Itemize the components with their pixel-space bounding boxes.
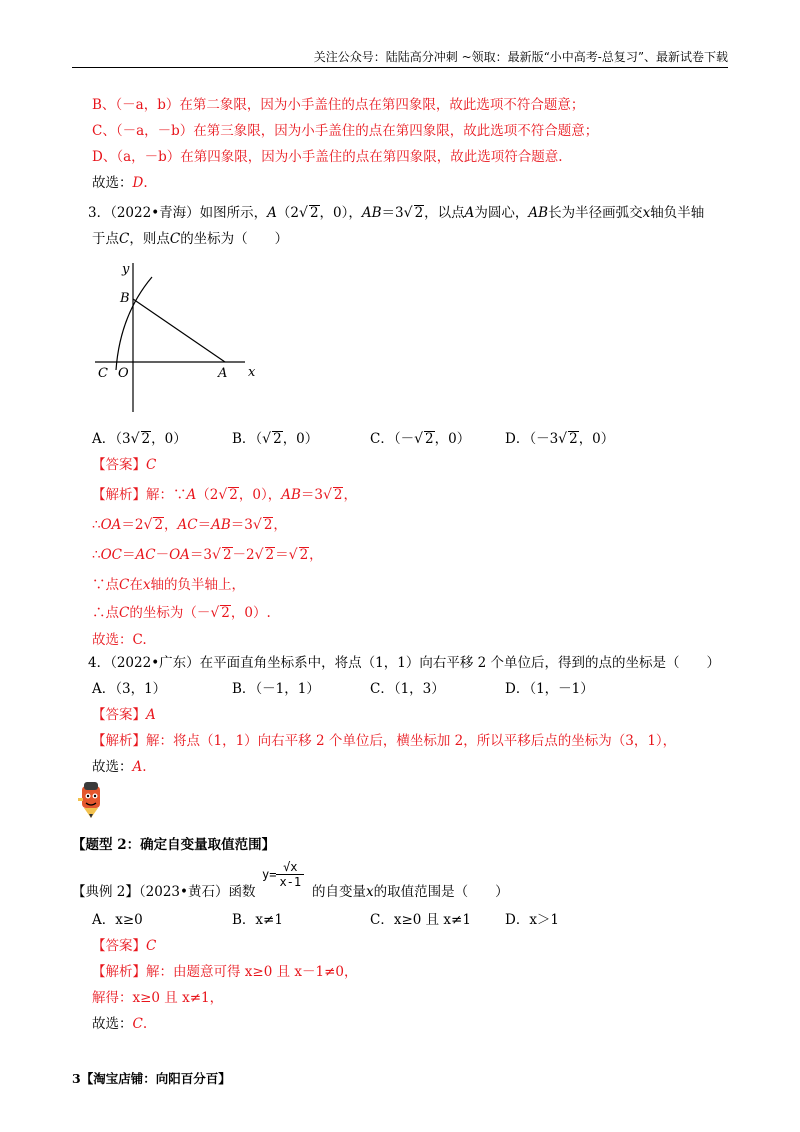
q3-option-b: B．（√ 2，0） (232, 431, 319, 447)
q4-stem: 4．（2022•广东）在平面直角坐标系中，将点（1，1）向右平移 2 个单位后，得到的点的坐标是（ ） (88, 655, 721, 671)
prev-option-d: D、（a，－b）在第四象限，因为小手盖住的点在第四象限，故此选项符合题意. (92, 149, 563, 165)
q3-analysis-4: ∵点C在x轴的负半轴上， (92, 577, 245, 593)
example2-option-d: D．x＞1 (505, 912, 560, 928)
point-b-label: B (120, 291, 130, 306)
example2-option-c: C．x≥0 且 x≠1 (370, 912, 471, 928)
example2-formula: y= $\frac{√x}{x-1}$ (262, 860, 304, 889)
origin-label: O (118, 366, 129, 381)
section-title: 【题型 2：确定自变量取值范围】 (72, 837, 276, 853)
coordinate-graph (90, 255, 260, 415)
q3-analysis-2: ∴OA＝2√ 2，AC＝AB＝3√ 2， (92, 517, 287, 533)
y-axis-label: y (122, 262, 130, 277)
q3-option-a: A．（3√ 2，0） (92, 431, 187, 447)
example2-analysis: 【解析】解：由题意可得 x≥0 且 x－1≠0， (92, 964, 358, 980)
example2-conclusion: 故选：C. (92, 1016, 148, 1032)
q4-option-d: D．（1，－1） (505, 681, 594, 697)
q3-conclusion: 故选：C. (92, 632, 147, 648)
header-divider (72, 67, 728, 68)
example2-option-b: B．x≠1 (232, 912, 283, 928)
example2-answer: 【答案】C (92, 938, 157, 954)
shop-label: 【淘宝店铺：向阳百分百】 (80, 1071, 231, 1086)
q3-analysis-1: 【解析】解：∵A（2√ 2，0），AB＝3√ 2， (92, 487, 357, 503)
q4-option-b: B．（－1，1） (232, 681, 320, 697)
example2-stem: 【典例 2】（2023•黄石）函数 (72, 884, 256, 900)
point-c-label: C (98, 366, 108, 381)
q4-analysis: 【解析】解：将点（1，1）向右平移 2 个单位后，横坐标加 2，所以平移后点的坐标为（3，1）， (92, 733, 677, 749)
page-number: 3 (72, 1071, 81, 1086)
q3-option-c: C．（－√ 2，0） (370, 431, 471, 447)
example2-option-a: A．x≥0 (92, 912, 143, 928)
q4-option-a: A．（3，1） (92, 681, 167, 697)
q4-option-c: C．（1，3） (370, 681, 445, 697)
q3-answer: 【答案】C (92, 457, 157, 473)
q4-conclusion: 故选：A. (92, 759, 147, 775)
q3-analysis-5: ∴点C的坐标为（－√ 2，0）. (92, 605, 271, 621)
segment-ab (133, 299, 225, 362)
q3-stem-line1: 3．（2022•青海）如图所示，A（2√ 2，0），AB＝3√ 2，以点A为圆心，AB长为半径画弧交x轴负半轴 (88, 205, 705, 221)
prev-option-c: C、（－a，－b）在第三象限，因为小手盖住的点在第四象限，故此选项不符合题意； (92, 123, 599, 139)
point-a-label: A (218, 366, 228, 381)
q3-option-d: D．（－3√ 2，0） (505, 431, 615, 447)
x-axis-label: x (248, 365, 256, 380)
example2-stem-tail: 的自变量x的取值范围是（ ） (312, 884, 509, 900)
q3-analysis-3: ∴OC＝AC－OA＝3√ 2－2√ 2＝√ 2， (92, 547, 323, 563)
q4-answer: 【答案】A (92, 707, 156, 723)
prev-option-b: B、（－a，b）在第二象限，因为小手盖住的点在第四象限，故此选项不符合题意； (92, 97, 585, 113)
example2-solve: 解得：x≥0 且 x≠1， (92, 990, 224, 1006)
page-header: 关注公众号：陆陆高分冲刺 ~领取：最新版“小中高考-总复习”、最新试卷下载 (313, 50, 728, 64)
page-footer (72, 1069, 231, 1087)
pencil-mascot-icon (74, 780, 108, 820)
prev-conclusion: 故选：D. (92, 175, 148, 191)
q3-stem-line2: 于点C，则点C的坐标为（ ） (92, 231, 289, 247)
